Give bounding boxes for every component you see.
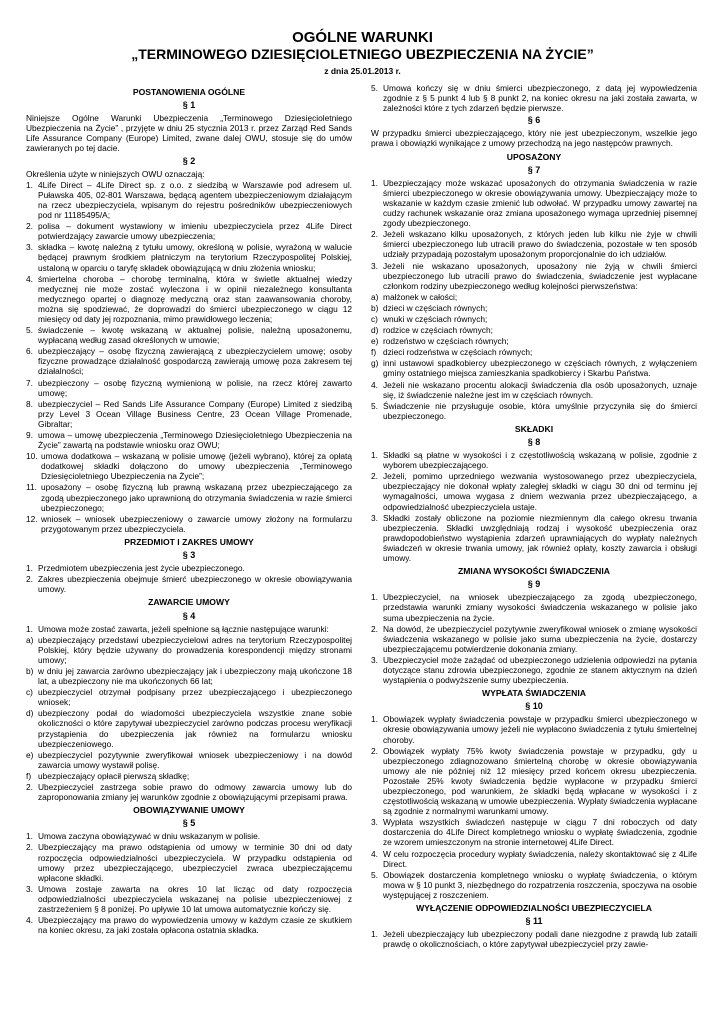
list-item-number: 4. bbox=[371, 379, 378, 390]
list-item-text: rodzeństwo w częściach równych; bbox=[383, 336, 509, 347]
list-item-number: c) bbox=[371, 313, 378, 324]
list-item-text: Jeżeli nie wskazano procentu alokacji świadczenia dla osób uposażonych, uznaje się, iż świadczenie należne jest im w częściach równych. bbox=[383, 379, 697, 400]
section-heading: ZAWARCIE UMOWY bbox=[148, 597, 230, 608]
list-item-text: dzieci rodzeństwa w częściach równych; bbox=[383, 347, 533, 358]
list-item bbox=[371, 347, 697, 357]
list-item bbox=[371, 870, 697, 900]
right-column bbox=[371, 83, 697, 950]
list-item-number: 3. bbox=[26, 883, 33, 894]
list-item-number: b) bbox=[26, 665, 34, 676]
list-item-text: ubezpieczający – osobę fizyczną zawierającą z ubezpieczycielem umowę; osoby fizyczne prowadzące działalność gospodarczą zawierają umowę poza zakresem tej działalności; bbox=[38, 346, 352, 377]
list-item-number: 3. bbox=[371, 260, 378, 271]
list-item bbox=[26, 884, 352, 914]
list-item bbox=[26, 399, 352, 429]
document-title: OGÓLNE WARUNKI bbox=[292, 29, 433, 46]
list-item-text: składka – kwotę należną z tytułu umowy, określoną w polisie, wyrażoną w walucie będącej prawnym środkiem płatniczym na terytorium Rzeczypospolitej Polskiej, ustaloną w oparciu o taryfę składek obowiązującą w dniu złożenia wniosku; bbox=[38, 242, 352, 273]
list-item-number: f) bbox=[371, 347, 377, 358]
list-item bbox=[26, 325, 352, 345]
list-item-number: 3. bbox=[371, 817, 378, 828]
list-item-number: a) bbox=[26, 634, 34, 645]
list-item bbox=[26, 831, 352, 841]
section-heading: POSTANOWIENIA OGÓLNE bbox=[132, 87, 246, 97]
list-item-number: 3. bbox=[371, 654, 378, 665]
list-item bbox=[371, 261, 697, 291]
list-item bbox=[26, 482, 352, 512]
list-item-text: Umowa kończy się w dniu śmierci ubezpieczonego, z datą jej wypowiedzenia zgodnie z § 5 punkt 4 lub § 8 punkt 2, na koniec okresu na jaki została zawarta, w zależności które z tych zdarzeń będzie pierwsze. bbox=[383, 83, 697, 114]
list-item bbox=[26, 180, 352, 220]
list-item-number: 4. bbox=[26, 273, 33, 284]
list-item-number: d) bbox=[371, 325, 379, 336]
list-item bbox=[26, 635, 352, 665]
list-item bbox=[26, 563, 352, 573]
list-item-number: 5. bbox=[371, 400, 378, 411]
list-item-text: Na dowód, że ubezpieczyciel pozytywnie zweryfikował wniosek o zmianę wysokości świadczenia wskazanego w polisie jako suma ubezpieczenia na życie, dostarczy ubezpieczającemu potwierdzenie dokonania zmiany. bbox=[383, 623, 697, 654]
list-item-text: W celu rozpoczęcia procedury wypłaty świadczenia, należy skontaktować się z 4Life Direct. bbox=[383, 848, 697, 869]
list-item-text: śmiertelna choroba – chorobę terminalną, która w świetle aktualnej wiedzy medycznej nie może zostać wyleczona i w opinii niezależnego konsultanta medycznego opartej o diagnozę medyczną oraz stan zaawansowania choroby, można się spodziewać, że doprowadzi do śmierci ubezpieczonego w ciągu 12 miesięcy od daty jej rozpoznania, mimo prawidłowego leczenia; bbox=[38, 273, 352, 324]
list-item-number: 4. bbox=[26, 915, 33, 926]
paragraph-text: Określenia użyte w niniejszych OWU oznaczają: bbox=[26, 168, 205, 179]
paragraph-number: § 11 bbox=[525, 916, 543, 927]
paragraph-number: § 6 bbox=[527, 115, 541, 126]
list-item-number: 1. bbox=[371, 450, 378, 461]
list-item-text: Wypłata wszystkich świadczeń następuje w ciągu 7 dni roboczych od daty dostarczenia do 4Life Direct kompletnego wniosku o wypłatę świadczenia, zgodnie ze wzorem umieszczonym na stronie internetowej 4Life Direct. bbox=[383, 817, 697, 848]
list-item-number: g) bbox=[371, 358, 379, 369]
list-item-number: 5. bbox=[371, 83, 378, 93]
list-item-text: umowa dodatkowa – wskazaną w polisie umowę (jeżeli wybrano), której za opłatą dodatkowej składki dołączono do umowy ubezpieczenia „Terminowego Dziesięcioletniego Ubezpieczenia na Życie”; bbox=[41, 451, 352, 482]
section-heading: OBOWIĄZYWANIE UMOWY bbox=[133, 805, 245, 816]
list-item bbox=[371, 292, 697, 302]
list-item bbox=[371, 229, 697, 259]
list-item-text: ubezpieczony podał do wiadomości ubezpieczyciela wszystkie znane sobie okoliczności o które zapytywał ubezpieczyciel zarówno podczas procesu weryfikacji przystąpienia do ubezpieczenia jak również na formularzu wniosku ubezpieczeniowego. bbox=[38, 708, 352, 749]
list-item-number: 2. bbox=[26, 782, 33, 792]
paragraph-number: § 8 bbox=[527, 437, 541, 447]
list-item-text: Jeżeli wskazano kilku uposażonych, z których jeden lub kilku nie żyje w chwili śmierci ubezpieczonego lub utracili prawo do świadczenia, pozostałe w ten sposób udziały przypadają pozostałym uposażonym proporcjonalnie do ich udziałów. bbox=[383, 229, 697, 260]
list-item-text: Jeżeli ubezpieczający lub ubezpieczony podali dane niezgodne z prawdą lub zataili prawdę o okolicznościach, o które zapytywał ubezpieczyciel przy zawie- bbox=[383, 929, 697, 950]
list-item bbox=[371, 471, 697, 511]
list-item-number: 3. bbox=[371, 512, 378, 523]
left-column bbox=[26, 84, 352, 936]
list-item-number: 5. bbox=[371, 869, 378, 880]
list-item-text: Umowa może zostać zawarta, jeżeli spełnione są łącznie następujące warunki: bbox=[38, 623, 329, 634]
list-item-number: 1. bbox=[371, 714, 378, 725]
list-item bbox=[371, 325, 697, 335]
list-item-number: 2. bbox=[371, 745, 378, 756]
list-item-number: 2. bbox=[371, 229, 378, 240]
list-item-number: e) bbox=[371, 336, 379, 347]
list-item-number: 2. bbox=[26, 574, 33, 585]
list-item-number: d) bbox=[26, 708, 34, 719]
paragraph-number: § 2 bbox=[182, 155, 196, 166]
list-item-number: 1. bbox=[26, 563, 33, 574]
list-item-number: 1. bbox=[26, 831, 33, 842]
list-item-text: Jeżeli, pomimo uprzedniego wezwania wystosowanego przez ubezpieczyciela, ubezpieczający nie dokonał wpłaty zaległej składki w ciągu 30 dni od terminu jej wymagalności, umowa wygasa z dniem wezwania przez ubezpieczającego, a odpowiedzialność ubezpieczyciela ustaje. bbox=[383, 471, 697, 512]
list-item-text: ubezpieczyciel pozytywnie zweryfikował wniosek ubezpieczeniowy i na dowód zawarcia umowy wystawił polisę. bbox=[38, 749, 352, 770]
list-item-number: 1. bbox=[26, 179, 33, 190]
list-item bbox=[26, 274, 352, 324]
list-item-text: rodzice w częściach równych; bbox=[383, 325, 493, 336]
list-item-number: a) bbox=[371, 291, 379, 302]
list-item bbox=[371, 655, 697, 685]
list-item-number: 1. bbox=[371, 177, 378, 188]
list-item-number: 2. bbox=[26, 842, 33, 853]
section-heading: ZMIANA WYSOKOŚCI ŚWIADCZENIA bbox=[458, 566, 610, 577]
list-item-text: Umowa zaczyna obowiązywać w dniu wskazanym w polisie. bbox=[38, 831, 261, 842]
list-item bbox=[26, 221, 352, 241]
list-item bbox=[26, 346, 352, 376]
list-item bbox=[26, 915, 352, 935]
list-item bbox=[371, 358, 697, 378]
list-item-text: uposażony – osobę fizyczną lub prawną wskazaną przez ubezpieczającego za zgodą ubezpieczonego jako uprawnioną do otrzymania świadczenia w razie śmierci ubezpieczonego; bbox=[41, 482, 352, 513]
paragraph-number: § 1 bbox=[182, 100, 196, 111]
list-item-text: ubezpieczyciel otrzymał podpisany przez ubezpieczającego i ubezpieczonego wniosek; bbox=[38, 687, 352, 708]
list-item-text: małżonek w całości; bbox=[383, 291, 458, 302]
list-item-number: 12. bbox=[26, 513, 38, 524]
list-item-number: 3. bbox=[26, 242, 33, 253]
list-item-number: c) bbox=[26, 687, 33, 698]
list-item-text: dzieci w częściach równych; bbox=[383, 302, 488, 313]
list-item-text: Ubezpieczyciel może zażądać od ubezpieczonego udzielenia odpowiedzi na pytania dotyczące stanu zdrowia ubezpieczonego, zgodnie ze stanem aktycznym na dzień wystąpienia o podwyższenie sumy ubezpieczenia. bbox=[383, 654, 697, 686]
list-item-text: Składki zostały obliczone na poziomie niezmiennym dla całego okresu trwania ubezpieczenia. Składki uwzględniają rodzaj i wysokość ubezpieczenia oraz prawdopodobieństwo wystąpienia zdarzeń uprawniających do wypłaty należnych świadczeń w okresie trwania umowy, jak również opłaty, koszty zawarcia i obsługi umowy. bbox=[383, 512, 697, 564]
list-item bbox=[26, 782, 352, 802]
list-item-number: 6. bbox=[26, 346, 33, 357]
paragraph-number: § 9 bbox=[527, 579, 541, 590]
list-item-text: Jeżeli nie wskazano uposażonych, uposażony nie żyją w chwili śmierci ubezpieczonego lub utracili prawo do świadczenia, świadczenie jest wypłacane członkom rodziny ubezpieczonego według kolejności pierwszeństwa: bbox=[383, 260, 697, 291]
list-item bbox=[371, 303, 697, 313]
list-item-text: Obowiązek wypłaty 75% kwoty świadczenia powstaje w przypadku, gdy u ubezpieczonego zdiagnozowano śmiertelną chorobę w okresie obowiązywania umowy ale nie później niż 12 miesięcy przed końcem okresu ubezpieczenia. Pozostałe 25% kwoty świadczenia będzie wypłacone w przypadku śmierci ubezpieczonego, pod warunkiem, że składki będą wpłacane w wysokości i z częstotliwością wskazaną w umowie ubezpieczenia. Wypłaty świadczenia wypłacane są zgodnie z normalnymi warunkami umowy. bbox=[383, 745, 697, 817]
list-item-text: inni ustawowi spadkobiercy ubezpieczonego w częściach równych, z wyłączeniem gminy ostatniego miejsca zamieszkania spadkobiercy i Skarbu Państwa. bbox=[383, 358, 697, 379]
list-item-text: w dniu jej zawarcia zarówno ubezpieczający jak i ubezpieczony mają ukończone 18 lat, a ubezpieczony nie ma ukończonych 66 lat; bbox=[38, 665, 352, 687]
list-item-text: Świadczenie nie przysługuje osobie, która umyślnie przyczyniła się do śmierci ubezpieczonego. bbox=[383, 400, 697, 421]
paragraph-number: § 5 bbox=[182, 818, 196, 829]
list-item-number: 2. bbox=[26, 221, 33, 232]
list-item-text: Zakres ubezpieczenia obejmuje śmierć ubezpieczonego w okresie obowiązywania umowy. bbox=[38, 574, 352, 595]
list-item-text: Ubezpieczający ma prawo odstąpienia od umowy w terminie 30 dni od daty rozpoczęcia odpowiedzialności ubezpieczyciela. W przypadku odstąpienia od umowy przez ubezpieczającego, ubezpieczyciel zwraca ubezpieczającemu wpłacone składki. bbox=[38, 842, 352, 883]
list-item-number: b) bbox=[371, 302, 379, 313]
section-heading: UPOSAŻONY bbox=[506, 151, 562, 162]
list-item bbox=[371, 624, 697, 654]
list-item-number: 4. bbox=[371, 848, 378, 859]
list-item bbox=[371, 592, 697, 622]
list-item bbox=[26, 378, 352, 398]
section-heading: WYŁĄCZENIE ODPOWIEDZIALNOŚCI UBEZPIECZYCIELA bbox=[416, 903, 652, 914]
list-item bbox=[371, 746, 697, 817]
list-item bbox=[371, 401, 697, 421]
list-item bbox=[26, 242, 352, 272]
list-item-text: świadczenie – kwotę wskazaną w aktualnej polisie, należną uposażonemu, wypłacaną według zasad określonych w umowie; bbox=[38, 325, 352, 346]
list-item-text: ubezpieczający przedstawi ubezpieczycielowi adres na terytorium Rzeczypospolitej Polskiej, który będzie używany do prowadzenia korespondencji między stronami umowy; bbox=[38, 634, 352, 665]
document-header bbox=[0, 30, 725, 76]
list-item bbox=[371, 83, 697, 113]
list-item-text: ubezpieczony – osobę fizyczną wymienioną w polisie, na rzecz której zawarto umowę; bbox=[38, 377, 352, 398]
list-item-text: Obowiązek wypłaty świadczenia powstaje w przypadku śmierci ubezpieczonego w okresie obowiązywania umowy jeżeli nie wypłacono świadczenia z tytułu śmiertelnej choroby. bbox=[383, 714, 697, 745]
list-item bbox=[371, 849, 697, 869]
list-item-text: Przedmiotem ubezpieczenia jest życie ubezpieczonego. bbox=[38, 563, 245, 574]
list-item bbox=[26, 451, 352, 481]
list-item bbox=[26, 514, 352, 534]
paragraph-number: § 4 bbox=[182, 610, 196, 621]
list-item bbox=[26, 687, 352, 707]
list-item-number: 1. bbox=[371, 592, 378, 603]
list-item bbox=[371, 714, 697, 744]
list-item bbox=[371, 450, 697, 470]
list-item-text: polisa – dokument wystawiony w imieniu ubezpieczyciela przez 4Life Direct potwierdzający zawarcie umowy ubezpieczenia; bbox=[38, 221, 352, 242]
section-heading: SKŁADKI bbox=[514, 423, 554, 434]
list-item-number: 2. bbox=[371, 623, 378, 634]
list-item bbox=[371, 513, 697, 563]
list-item-text: ubezpieczający opłacił pierwszą składkę; bbox=[38, 770, 190, 781]
list-item bbox=[371, 929, 697, 949]
list-item-number: f) bbox=[26, 770, 32, 781]
list-item-text: Ubezpieczający może wskazać uposażonych do otrzymania świadczenia w razie śmierci ubezpieczonego w okresie obowiązywania umowy. Ubezpieczający może to wskazanie w każdym czasie zmienić lub odwołać. W przypadku umowy zawartej na cudzy rachunek wskazanie oraz zmiana uposażonego wymaga uprzedniej pisemnej zgody ubezpieczonego. bbox=[383, 177, 697, 229]
list-item bbox=[26, 666, 352, 686]
list-item-text: Umowa zostaje zawarta na okres 10 lat licząc od daty rozpoczęcia odpowiedzialności ubezpieczyciela wskazanej na polisie ubezpieczeniowej z zastrzeżeniem § 8 poniżej. Po upływie 10 lat umowa automatycznie kończy się. bbox=[38, 883, 352, 915]
paragraph-number: § 3 bbox=[182, 550, 196, 561]
list-item-text: wniosek – wniosek ubezpieczeniowy o zawarcie umowy złożony na formularzu przygotowanym przez ubezpieczyciela. bbox=[41, 513, 352, 534]
list-item-text: ubezpieczyciel – Red Sands Life Assurance Company (Europe) Limited z siedzibą przy Level 3 Ocean Village Business Centre, 23 Ocean Village Promenade, Gibraltar; bbox=[38, 398, 352, 429]
list-item-text: Ubezpieczający ma prawo do wypowiedzenia umowy w każdym czasie ze skutkiem na koniec okresu, za jaki została opłacona ostatnia składka. bbox=[38, 915, 352, 936]
paragraph-text: Niniejsze Ogólne Warunki Ubezpieczenia „Terminowego Dziesięcioletniego Ubezpieczenia na Życie” , przyjęte w dniu 25 stycznia 2013 r. przez Zarząd Red Sands Life Assurance Company (Europe) Limited, zwane dalej OWU, stosuje się do umów zawieranych po tej dacie. bbox=[26, 113, 352, 154]
list-item-text: Ubezpieczyciel, na wniosek ubezpieczającego za zgodą ubezpieczonego, przedstawia warunki zmiany wysokości świadczenia wskazanego w polisie jako suma ubezpieczenia na życie. bbox=[383, 592, 697, 623]
list-item-number: 2. bbox=[371, 471, 378, 482]
list-item bbox=[26, 750, 352, 770]
list-item bbox=[371, 314, 697, 324]
list-item-number: 5. bbox=[26, 325, 33, 336]
list-item bbox=[371, 380, 697, 400]
list-item bbox=[371, 336, 697, 346]
section-heading: PRZEDMIOT I ZAKRES UMOWY bbox=[124, 536, 254, 547]
paragraph-text: W przypadku śmierci ubezpieczającego, który nie jest ubezpieczonym, wszelkie jego prawa i obowiązki wynikające z umowy przechodzą na jego następców prawnych. bbox=[371, 128, 697, 149]
paragraph-number: § 10 bbox=[525, 701, 543, 712]
document-subtitle: „TERMINOWEGO DZIESIĘCIOLETNIEGO UBEZPIECZENIA NA ŻYCIE” bbox=[131, 46, 594, 62]
list-item-text: 4Life Direct – 4Life Direct sp. z o.o. z siedzibą w Warszawie pod adresem ul. Puławska 405, 02-801 Warszawa, będącą agentem ubezpieczeniowym działającym na rzecz ubezpieczyciela, wpisanym do rejestru pośredników ubezpieczeniowych pod nr 11185495/A; bbox=[38, 179, 352, 221]
paragraph-number: § 7 bbox=[527, 164, 541, 175]
list-item bbox=[26, 574, 352, 594]
list-item-number: e) bbox=[26, 749, 34, 760]
list-item bbox=[26, 430, 352, 450]
list-item-text: Obowiązek dostarczenia kompletnego wniosku o wypłatę świadczenia, o którym mowa w § 10 punkt 3, niezbędnego do rozpatrzenia roszczenia, spoczywa na osobie występującej z roszczeniem. bbox=[383, 869, 697, 900]
list-item-number: 7. bbox=[26, 377, 33, 388]
list-item bbox=[371, 178, 697, 228]
document-date: z dnia 25.01.2013 r. bbox=[324, 66, 401, 76]
list-item bbox=[371, 817, 697, 847]
list-item-number: 1. bbox=[26, 623, 33, 634]
list-item-number: 9. bbox=[26, 430, 33, 440]
list-item-number: 1. bbox=[371, 929, 378, 940]
list-item bbox=[26, 771, 352, 781]
list-item-text: Ubezpieczyciel zastrzega sobie prawo do odmowy zawarcia umowy lub do zaproponowania zmiany jej warunków zgodnie z obowiązującymi przepisami prawa. bbox=[38, 782, 352, 803]
section-heading: WYPŁATA ŚWIADCZENIA bbox=[482, 688, 586, 699]
list-item-number: 10. bbox=[26, 451, 38, 462]
list-item-number: 11. bbox=[26, 482, 37, 493]
list-item bbox=[26, 624, 352, 634]
list-item-text: Składki są płatne w wysokości i z częstotliwością wskazaną w polisie, zgodnie z wyborem ubezpieczającego. bbox=[383, 450, 697, 471]
list-item bbox=[26, 842, 352, 882]
list-item-text: wnuki w częściach równych; bbox=[383, 313, 488, 324]
list-item-text: umowa – umowę ubezpieczenia „Terminowego Dziesięcioletniego Ubezpieczenia na Życie” zawartą na podstawie wniosku oraz OWU; bbox=[38, 430, 352, 451]
list-item-number: 8. bbox=[26, 398, 33, 409]
list-item bbox=[26, 708, 352, 748]
